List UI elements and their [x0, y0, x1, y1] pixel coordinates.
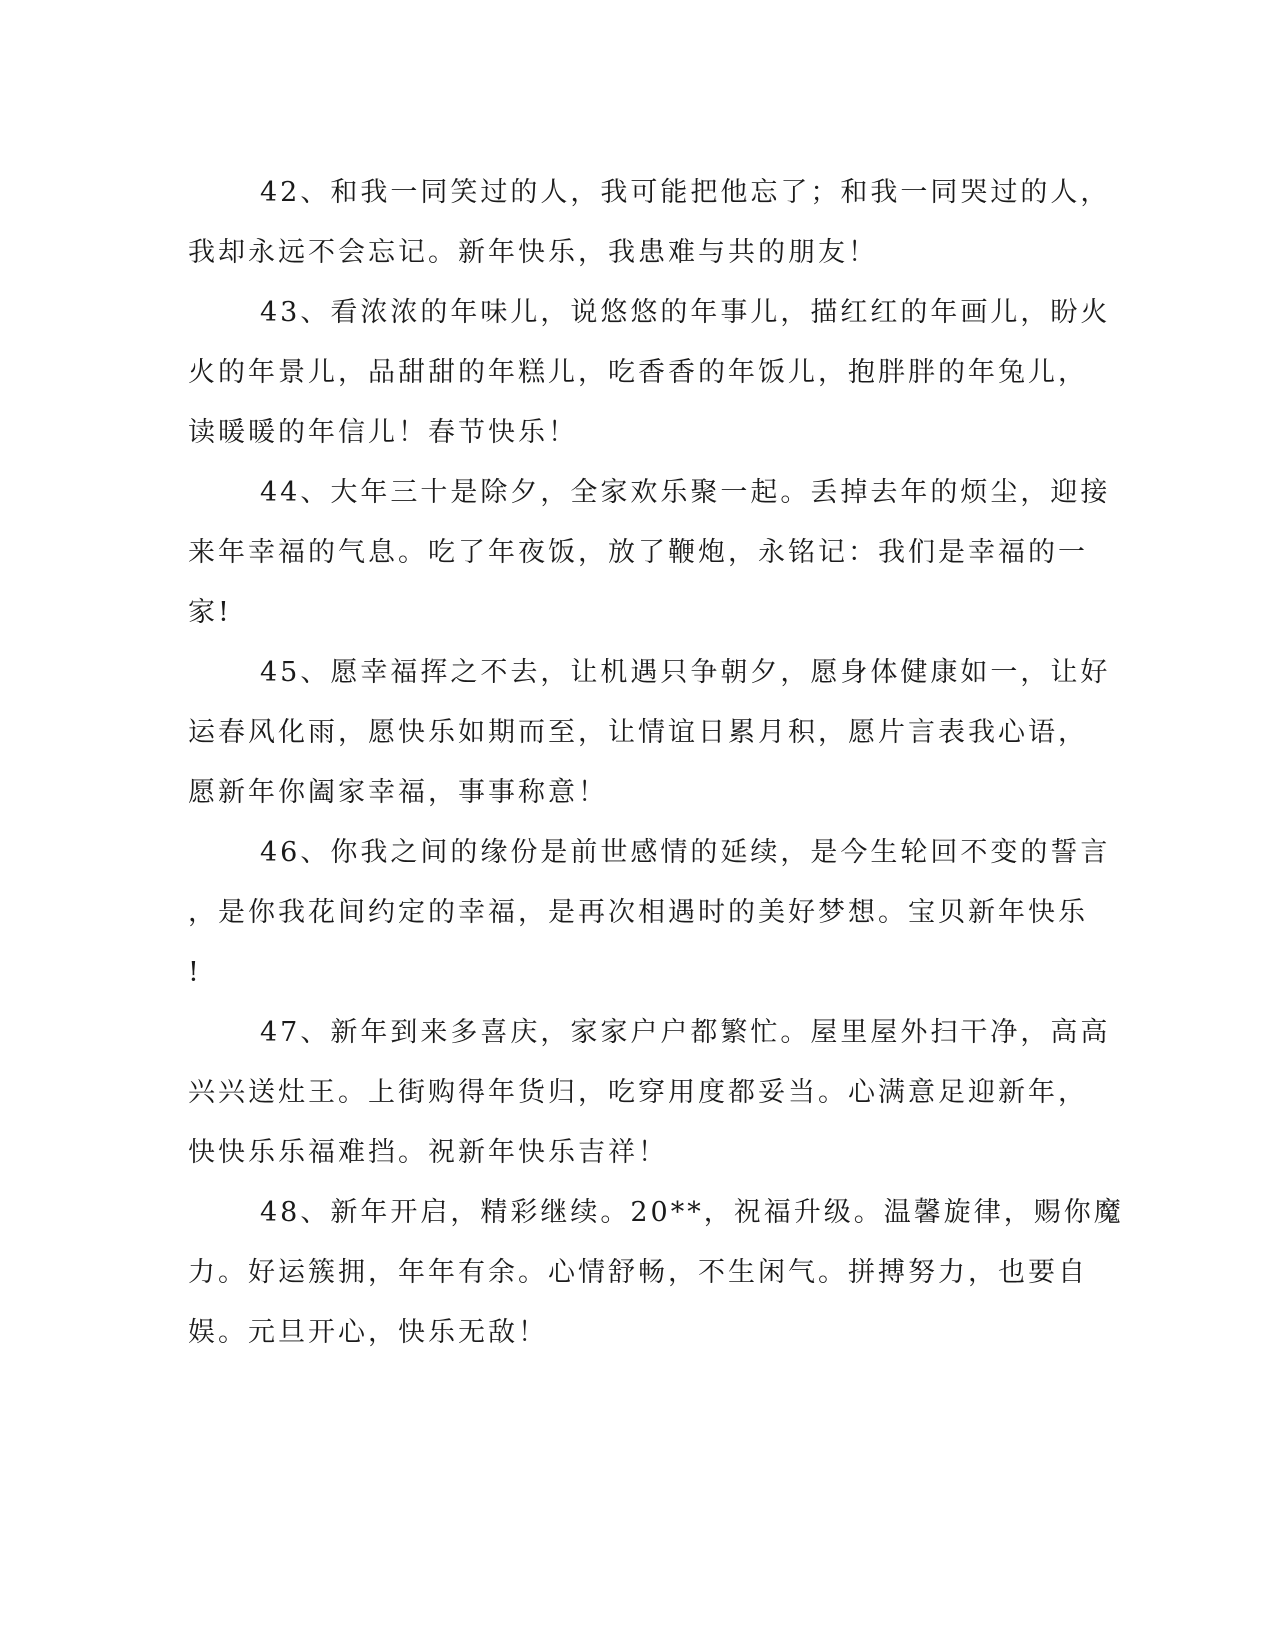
- paragraph-line: 48、新年开启，精彩继续。20**，祝福升级。温馨旋律，赐你魔: [260, 1197, 1124, 1228]
- paragraph-line: 44、大年三十是除夕，全家欢乐聚一起。丢掉去年的烦尘，迎接: [260, 477, 1111, 508]
- paragraph-line: 娱。元旦开心，快乐无敌！: [188, 1317, 548, 1348]
- paragraph-line: 47、新年到来多喜庆，家家户户都繁忙。屋里屋外扫干净，高高: [260, 1017, 1111, 1048]
- paragraph-43: [188, 283, 1111, 463]
- paragraph-line: 愿新年你阖家幸福，事事称意！: [188, 777, 608, 808]
- paragraph-line: 快快乐乐福难挡。祝新年快乐吉祥！: [188, 1137, 668, 1168]
- paragraph-line: 运春风化雨，愿快乐如期而至，让情谊日累月积，愿片言表我心语，: [188, 717, 1088, 748]
- paragraph-44: [188, 463, 1111, 643]
- paragraph-line: 来年幸福的气息。吃了年夜饭，放了鞭炮，永铭记：我们是幸福的一: [188, 537, 1088, 568]
- paragraph-line: 读暖暖的年信儿！春节快乐！: [188, 417, 578, 448]
- paragraph-45: [188, 643, 1111, 823]
- paragraph-47: [188, 1003, 1111, 1183]
- paragraph-line: 我却永远不会忘记。新年快乐，我患难与共的朋友！: [188, 237, 878, 268]
- paragraph-line: 46、你我之间的缘份是前世感情的延续，是今生轮回不变的誓言: [260, 837, 1111, 868]
- paragraph-line: 家!: [188, 597, 232, 628]
- paragraph-line: 42、和我一同笑过的人，我可能把他忘了；和我一同哭过的人，: [260, 177, 1111, 208]
- paragraph-42: [188, 163, 1111, 283]
- paragraph-line: 力。好运簇拥，年年有余。心情舒畅，不生闲气。拼搏努力，也要自: [188, 1257, 1088, 1288]
- paragraph-line: 43、看浓浓的年味儿，说悠悠的年事儿，描红红的年画儿，盼火: [260, 297, 1111, 328]
- paragraph-line: 45、愿幸福挥之不去，让机遇只争朝夕，愿身体健康如一，让好: [260, 657, 1111, 688]
- paragraph-line: 火的年景儿，品甜甜的年糕儿，吃香香的年饭儿，抱胖胖的年兔儿，: [188, 357, 1088, 388]
- paragraph-line: !: [188, 957, 202, 988]
- paragraph-46: [188, 823, 1111, 1003]
- paragraph-48: [188, 1183, 1124, 1363]
- paragraph-line: ，是你我花间约定的幸福，是再次相遇时的美好梦想。宝贝新年快乐: [188, 897, 1088, 928]
- document-body: [188, 163, 1124, 1363]
- paragraph-line: 兴兴送灶王。上街购得年货归，吃穿用度都妥当。心满意足迎新年，: [188, 1077, 1088, 1108]
